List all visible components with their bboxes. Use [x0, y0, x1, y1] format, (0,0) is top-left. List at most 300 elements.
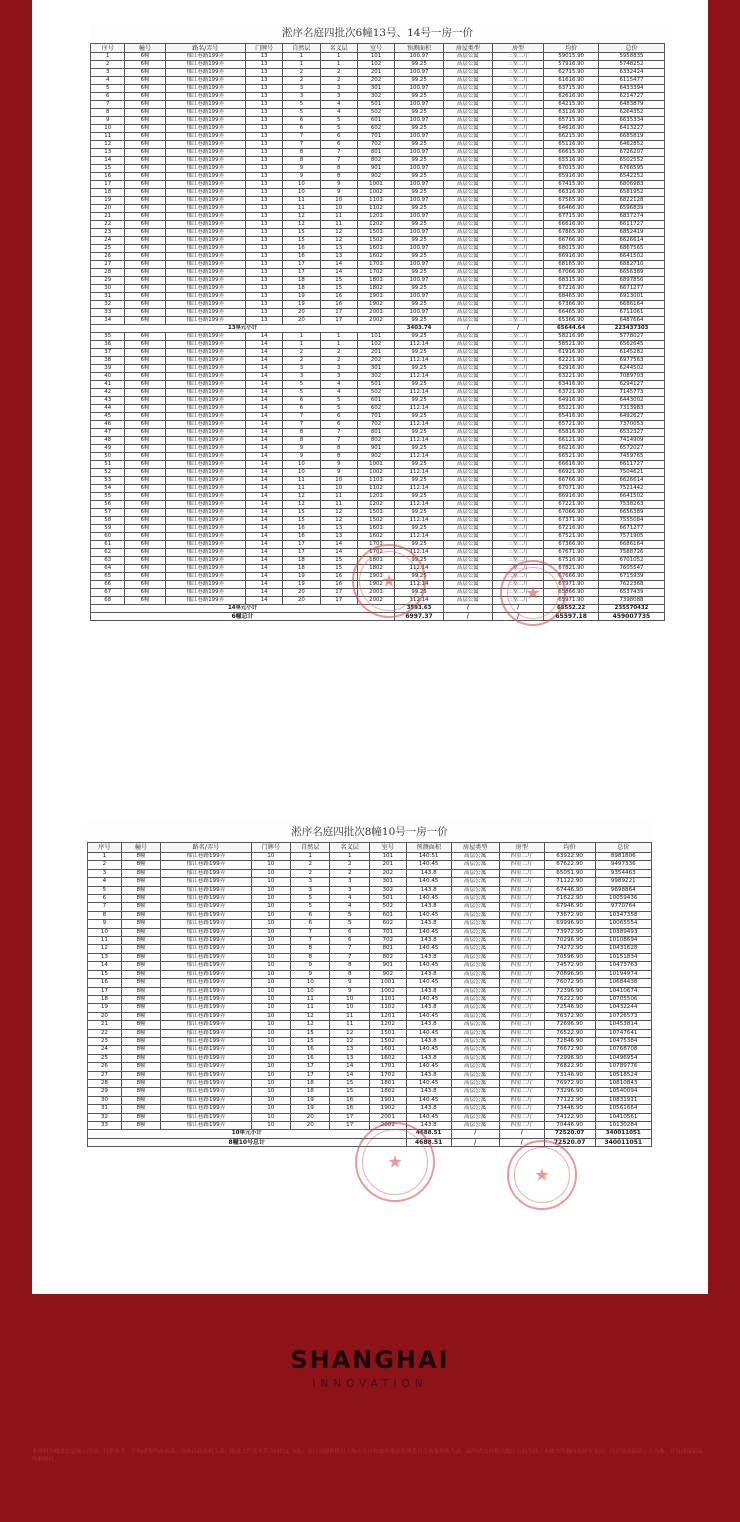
table-cell: 13	[245, 261, 282, 269]
table-cell: 6837274	[598, 213, 664, 221]
table-row	[91, 61, 665, 69]
table-cell: 143.8	[406, 903, 451, 911]
table-cell: 三室二厅	[492, 309, 544, 317]
table-cell: 高层公寓	[443, 357, 492, 365]
table-cell: 高层公寓	[443, 101, 492, 109]
table-cell: 143.8	[406, 920, 451, 928]
table-cell: 郁江巷路199弄	[165, 253, 245, 261]
table-cell: 8幢	[121, 861, 160, 869]
table-cell: 6487664	[598, 317, 664, 325]
table-cell: 65715.90	[544, 117, 599, 125]
table-cell: 高层公寓	[451, 928, 499, 936]
table-cell: 63416.90	[544, 381, 599, 389]
table-cell: 7622368	[598, 581, 664, 589]
table-cell: 四室二厅	[499, 1046, 544, 1054]
table-cell: 13	[245, 213, 282, 221]
table-cell: 郁江巷路199弄	[165, 69, 245, 77]
table-cell: 14	[245, 437, 282, 445]
table-cell: 高层公寓	[443, 453, 492, 461]
table-row	[91, 373, 665, 381]
table-row	[91, 189, 665, 197]
table-cell: 143.8	[406, 970, 451, 978]
table-cell: 1501	[357, 229, 394, 237]
table-cell: 63715.90	[544, 85, 599, 93]
table-row	[91, 533, 665, 541]
table-cell: 6幢	[125, 133, 165, 141]
table-row	[91, 197, 665, 205]
table-cell: 13	[245, 269, 282, 277]
table-cell: 14	[245, 429, 282, 437]
table-cell: 76972.90	[544, 1079, 595, 1087]
table-cell: 高层公寓	[443, 581, 492, 589]
table-cell: 8幢	[121, 1029, 160, 1037]
table-cell: 6幢	[125, 189, 165, 197]
table-cell: 72520.07	[544, 1138, 595, 1146]
table-cell: 67216.90	[544, 525, 599, 533]
table-cell: 801	[357, 429, 394, 437]
table-cell: 14	[245, 517, 282, 525]
table-cell: 1201	[357, 213, 394, 221]
table-cell: 高层公寓	[443, 381, 492, 389]
table-cell: 38	[91, 357, 125, 365]
table-cell: 68315.90	[544, 277, 599, 285]
table-cell: 14	[245, 405, 282, 413]
table-cell: 高层公寓	[451, 895, 499, 903]
table-row	[91, 557, 665, 565]
table-row	[91, 261, 665, 269]
table-cell: 4	[320, 381, 357, 389]
table-cell: 郁江巷路199弄	[165, 93, 245, 101]
table-cell: 73296.90	[544, 1088, 595, 1096]
table-cell: 100.97	[395, 69, 444, 77]
table-cell: 72846.90	[544, 1037, 595, 1045]
table-cell: 高层公寓	[443, 245, 492, 253]
table-cell: 20	[283, 589, 320, 597]
table-cell: 10	[251, 1046, 290, 1054]
table-cell: 8幢	[121, 1004, 160, 1012]
table-cell: 201	[357, 69, 394, 77]
table-cell: 16	[320, 573, 357, 581]
table-cell: 8981806	[595, 853, 651, 861]
table-cell: 10	[251, 953, 290, 961]
table-cell: 高层公寓	[451, 1046, 499, 1054]
table-cell: 71622.90	[544, 895, 595, 903]
table-cell: 四室二厅	[499, 962, 544, 970]
table-cell: 6幢	[125, 181, 165, 189]
table-cell: 郁江巷路199弄	[165, 381, 245, 389]
table-cell: 高层公寓	[443, 461, 492, 469]
table-cell: 三室二厅	[492, 293, 544, 301]
table-cell: 6264352	[598, 109, 664, 117]
table-cell: 16	[320, 293, 357, 301]
table-cell: 100.97	[395, 277, 444, 285]
table-cell: 高层公寓	[443, 477, 492, 485]
table-cell: 1901	[357, 573, 394, 581]
table-cell: 12	[88, 945, 122, 953]
table-cell: 6幢	[125, 349, 165, 357]
table-cell: 13	[245, 205, 282, 213]
table-cell: 67865.90	[544, 229, 599, 237]
table-cell: 14	[245, 533, 282, 541]
document-title: 淞序名庭四批次6幢13号、14号一房一价	[282, 27, 473, 39]
table-cell: 67366.90	[544, 541, 599, 549]
table-cell: 15	[283, 229, 320, 237]
table-cell: 14	[245, 381, 282, 389]
table-cell: 8幢	[121, 937, 160, 945]
table-cell: 143.8	[406, 1122, 451, 1130]
table-row	[88, 995, 652, 1003]
table-cell: 三室二厅	[492, 461, 544, 469]
table-cell: 68165.90	[544, 261, 599, 269]
table-cell: 14单元小计	[91, 605, 395, 613]
table-cell: 郁江巷路199弄	[161, 937, 251, 945]
table-cell: 99.25	[395, 525, 444, 533]
table-cell: 1602	[357, 253, 394, 261]
table-cell: /	[443, 605, 492, 613]
table-cell: 3403.74	[395, 325, 444, 333]
table-cell: 34	[91, 317, 125, 325]
table-cell: /	[443, 325, 492, 333]
table-cell: 502	[357, 389, 394, 397]
table-cell: 14	[330, 1063, 369, 1071]
table-cell: 143.8	[406, 1004, 451, 1012]
column-header: 室号	[357, 44, 394, 53]
table-cell: 郁江巷路199弄	[161, 920, 251, 928]
table-cell: 四室二厅	[499, 1004, 544, 1012]
table-row	[88, 869, 652, 877]
table-cell: 10	[251, 1122, 290, 1130]
table-cell: 郁江巷路199弄	[165, 397, 245, 405]
table-cell: 140.45	[406, 962, 451, 970]
table-cell: 14	[245, 421, 282, 429]
table-cell: 7605547	[598, 565, 664, 573]
table-cell: 1202	[357, 221, 394, 229]
table-cell: 2002	[369, 1122, 406, 1130]
table-row	[88, 1021, 652, 1029]
table-cell: 112.14	[395, 373, 444, 381]
table-cell: 7	[320, 149, 357, 157]
table-cell: 99.25	[395, 205, 444, 213]
table-cell: 郁江巷路199弄	[161, 911, 251, 919]
column-header: 序号	[91, 44, 125, 53]
table-cell: 9	[330, 979, 369, 987]
table-cell: 19	[283, 293, 320, 301]
table-cell: 19	[88, 1004, 122, 1012]
table-cell: 8幢	[121, 1096, 160, 1104]
table-cell: 802	[357, 157, 394, 165]
table-cell: 三室二厅	[492, 437, 544, 445]
table-cell: 13	[91, 149, 125, 157]
table-cell: 112.14	[395, 517, 444, 525]
table-cell: 郁江巷路199弄	[165, 365, 245, 373]
table-cell: 10473763	[595, 962, 651, 970]
table-cell: 13	[245, 253, 282, 261]
table-cell: 143.8	[406, 1021, 451, 1029]
table-cell: 44	[91, 405, 125, 413]
table-cell: 100.97	[395, 133, 444, 141]
table-row	[91, 117, 665, 125]
table-cell: 17	[320, 309, 357, 317]
table-cell: 14	[245, 581, 282, 589]
table-row	[91, 573, 665, 581]
table-cell: 68465.90	[544, 293, 599, 301]
table-cell: 5	[330, 920, 369, 928]
table-cell: 1601	[369, 1046, 406, 1054]
table-cell: 郁江巷路199弄	[161, 1105, 251, 1113]
table-cell: 1102	[369, 1004, 406, 1012]
table-cell: 高层公寓	[443, 205, 492, 213]
table-cell: 62916.90	[544, 365, 599, 373]
table-cell: 高层公寓	[443, 373, 492, 381]
table-cell: 61916.90	[544, 349, 599, 357]
table-cell: 11	[320, 213, 357, 221]
table-cell: 101	[357, 333, 394, 341]
total-row	[88, 1138, 652, 1146]
table-cell: 2001	[357, 309, 394, 317]
table-cell: 67622.90	[544, 861, 595, 869]
table-cell: 郁江巷路199弄	[165, 445, 245, 453]
table-cell: 三室二厅	[492, 357, 544, 365]
table-cell: 8	[330, 970, 369, 978]
table-cell: 13	[245, 229, 282, 237]
table-cell: 三室二厅	[492, 101, 544, 109]
table-cell: 8幢	[121, 1113, 160, 1121]
table-cell: 三室二厅	[492, 429, 544, 437]
table-cell: 四室二厅	[499, 953, 544, 961]
table-cell: 13	[245, 245, 282, 253]
table-cell: 13	[245, 117, 282, 125]
table-cell: 340011051	[595, 1138, 651, 1146]
table-cell: 99.25	[395, 381, 444, 389]
table-cell: 郁江巷路199弄	[161, 962, 251, 970]
table-cell: 7538263	[598, 501, 664, 509]
table-cell: 3	[283, 373, 320, 381]
table-cell: 13	[320, 525, 357, 533]
table-cell: 15	[320, 285, 357, 293]
table-cell: 14	[320, 261, 357, 269]
table-cell: 601	[357, 397, 394, 405]
table-cell: 郁江巷路199弄	[161, 895, 251, 903]
table-row	[91, 245, 665, 253]
table-cell: 13	[245, 157, 282, 165]
table-cell: 100.97	[395, 213, 444, 221]
table-cell: 3	[291, 886, 330, 894]
table-cell: 8	[291, 945, 330, 953]
table-cell: 10	[251, 1012, 290, 1020]
table-cell: 100.97	[395, 117, 444, 125]
table-cell: 15	[320, 565, 357, 573]
table-cell: 高层公寓	[443, 445, 492, 453]
table-cell: 6幢	[125, 117, 165, 125]
table-cell: 10	[251, 895, 290, 903]
table-cell: 16	[291, 1054, 330, 1062]
table-cell: 18	[283, 285, 320, 293]
table-cell: 13	[245, 293, 282, 301]
table-cell: 112.14	[395, 357, 444, 365]
table-cell: 20	[283, 317, 320, 325]
table-cell: 6幢	[125, 525, 165, 533]
table-cell: 54	[91, 485, 125, 493]
table-row	[88, 903, 652, 911]
table-cell: 13	[245, 189, 282, 197]
table-cell: 3	[91, 69, 125, 77]
table-row	[88, 945, 652, 953]
table-cell: 502	[357, 109, 394, 117]
table-cell: 42	[91, 389, 125, 397]
table-cell: 6294127	[598, 381, 664, 389]
table-cell: 99.25	[395, 285, 444, 293]
table-cell: 15	[291, 1029, 330, 1037]
table-cell: 郁江巷路199弄	[165, 509, 245, 517]
table-cell: 18	[283, 565, 320, 573]
table-cell: 6幢	[125, 533, 165, 541]
table-cell: 112.14	[395, 565, 444, 573]
table-cell: 701	[357, 133, 394, 141]
table-cell: 100.97	[395, 229, 444, 237]
table-cell: 8	[320, 173, 357, 181]
table-cell: 郁江巷路199弄	[165, 549, 245, 557]
table-cell: 1201	[369, 1012, 406, 1020]
table-cell: 10389493	[595, 928, 651, 936]
table-row	[88, 1012, 652, 1020]
table-cell: 50	[91, 453, 125, 461]
table-cell: 10	[251, 1096, 290, 1104]
table-cell: 6656389	[598, 269, 664, 277]
table-cell: 10	[251, 1054, 290, 1062]
table-cell: 8	[330, 962, 369, 970]
table-cell: 31	[91, 293, 125, 301]
table-cell: 99.25	[395, 141, 444, 149]
table-cell: 10	[251, 886, 290, 894]
table-cell: 67821.90	[544, 565, 599, 573]
table-cell: 三室二厅	[492, 397, 544, 405]
table-row	[91, 109, 665, 117]
table-row	[91, 165, 665, 173]
table-cell: 7	[320, 157, 357, 165]
table-cell: 67366.90	[544, 301, 599, 309]
table-row	[91, 229, 665, 237]
table-cell: 4688.51	[406, 1138, 451, 1146]
table-cell: 9354463	[595, 869, 651, 877]
table-cell: 70896.90	[544, 970, 595, 978]
table-cell: 8幢	[121, 970, 160, 978]
table-cell: 4	[320, 389, 357, 397]
table-cell: 三室二厅	[492, 93, 544, 101]
table-cell: 66916.90	[544, 253, 599, 261]
table-cell: 6幢	[125, 69, 165, 77]
table-cell: 66916.90	[544, 493, 599, 501]
table-cell: 12	[91, 141, 125, 149]
table-cell: 高层公寓	[443, 293, 492, 301]
table-cell: 郁江巷路199弄	[165, 573, 245, 581]
table-cell: 15	[88, 970, 122, 978]
table-cell: 9	[88, 920, 122, 928]
table-cell: 三室二厅	[492, 589, 544, 597]
table-cell: 2	[91, 61, 125, 69]
table-cell: 45	[91, 413, 125, 421]
table-cell: 2001	[369, 1113, 406, 1121]
table-cell: 60	[91, 533, 125, 541]
table-cell: 三室二厅	[492, 77, 544, 85]
price-list-document-building-8	[87, 822, 652, 1147]
table-cell: 1	[320, 53, 357, 61]
table-cell: 高层公寓	[451, 869, 499, 877]
table-cell: 9497336	[595, 861, 651, 869]
table-cell: 6537439	[598, 589, 664, 597]
table-cell: 6幢	[125, 597, 165, 605]
table-row	[91, 445, 665, 453]
table-cell: 高层公寓	[443, 61, 492, 69]
table-cell: 57916.90	[544, 61, 599, 69]
table-row	[91, 381, 665, 389]
table-cell: 8	[91, 109, 125, 117]
table-cell: 10	[251, 861, 290, 869]
table-cell: 143.8	[406, 869, 451, 877]
table-cell: 郁江巷路199弄	[165, 557, 245, 565]
table-cell: 13	[245, 93, 282, 101]
table-row	[91, 485, 665, 493]
table-cell: 70296.90	[544, 937, 595, 945]
table-cell: 11	[291, 995, 330, 1003]
table-cell: 6幢	[125, 501, 165, 509]
table-cell: 65916.90	[544, 173, 599, 181]
table-cell: 16	[283, 253, 320, 261]
table-cell: 53	[91, 477, 125, 485]
table-cell: 高层公寓	[443, 565, 492, 573]
table-cell: 19	[91, 197, 125, 205]
table-cell: 郁江巷路199弄	[161, 1088, 251, 1096]
table-cell: 1	[283, 61, 320, 69]
table-cell: 5	[291, 895, 330, 903]
table-cell: 8幢	[121, 1071, 160, 1079]
table-cell: 62221.90	[544, 357, 599, 365]
table-row	[88, 937, 652, 945]
table-cell: 高层公寓	[443, 549, 492, 557]
table-cell: 3	[283, 85, 320, 93]
table-cell: 6214727	[598, 93, 664, 101]
table-cell: 143.8	[406, 1105, 451, 1113]
table-cell: 10	[251, 1079, 290, 1087]
table-cell: 1	[283, 333, 320, 341]
table-cell: 20	[283, 309, 320, 317]
table-cell: 高层公寓	[443, 509, 492, 517]
table-cell: 13	[245, 197, 282, 205]
table-cell: 202	[357, 77, 394, 85]
table-cell: 郁江巷路199弄	[165, 197, 245, 205]
table-cell: 1001	[357, 461, 394, 469]
disclaimer-text: 本资料为楼盘信息展示所用，仅供参考，不构成要约或承诺。具体以政府相关部门批准文件及买卖合同约定为准。项目房源价格以上海市住房和城乡建设管理委员会备案价格为准，最终成交价格以购房合同为准。本楼书所载内容如有变动，以开发商最新公告为准，开发商保留最终解释权。	[32, 1449, 704, 1464]
table-cell: 四室二厅	[499, 1105, 544, 1113]
table-cell: 高层公寓	[443, 93, 492, 101]
table-cell: 10	[320, 197, 357, 205]
table-cell: 6幢	[125, 261, 165, 269]
table-cell: 63922.90	[544, 853, 595, 861]
table-cell: 5748252	[598, 61, 664, 69]
table-cell: 高层公寓	[443, 485, 492, 493]
table-cell: 高层公寓	[451, 903, 499, 911]
table-cell: 19	[291, 1105, 330, 1113]
table-cell: 6562645	[598, 341, 664, 349]
table-cell: 1	[283, 53, 320, 61]
table-cell: 16	[283, 533, 320, 541]
table-cell: 140.45	[406, 928, 451, 936]
table-cell: 201	[369, 861, 406, 869]
column-header: 均价	[544, 843, 595, 853]
table-row	[91, 597, 665, 605]
table-cell: 14	[320, 541, 357, 549]
table-cell: 6443002	[598, 397, 664, 405]
table-cell: 10	[251, 987, 290, 995]
